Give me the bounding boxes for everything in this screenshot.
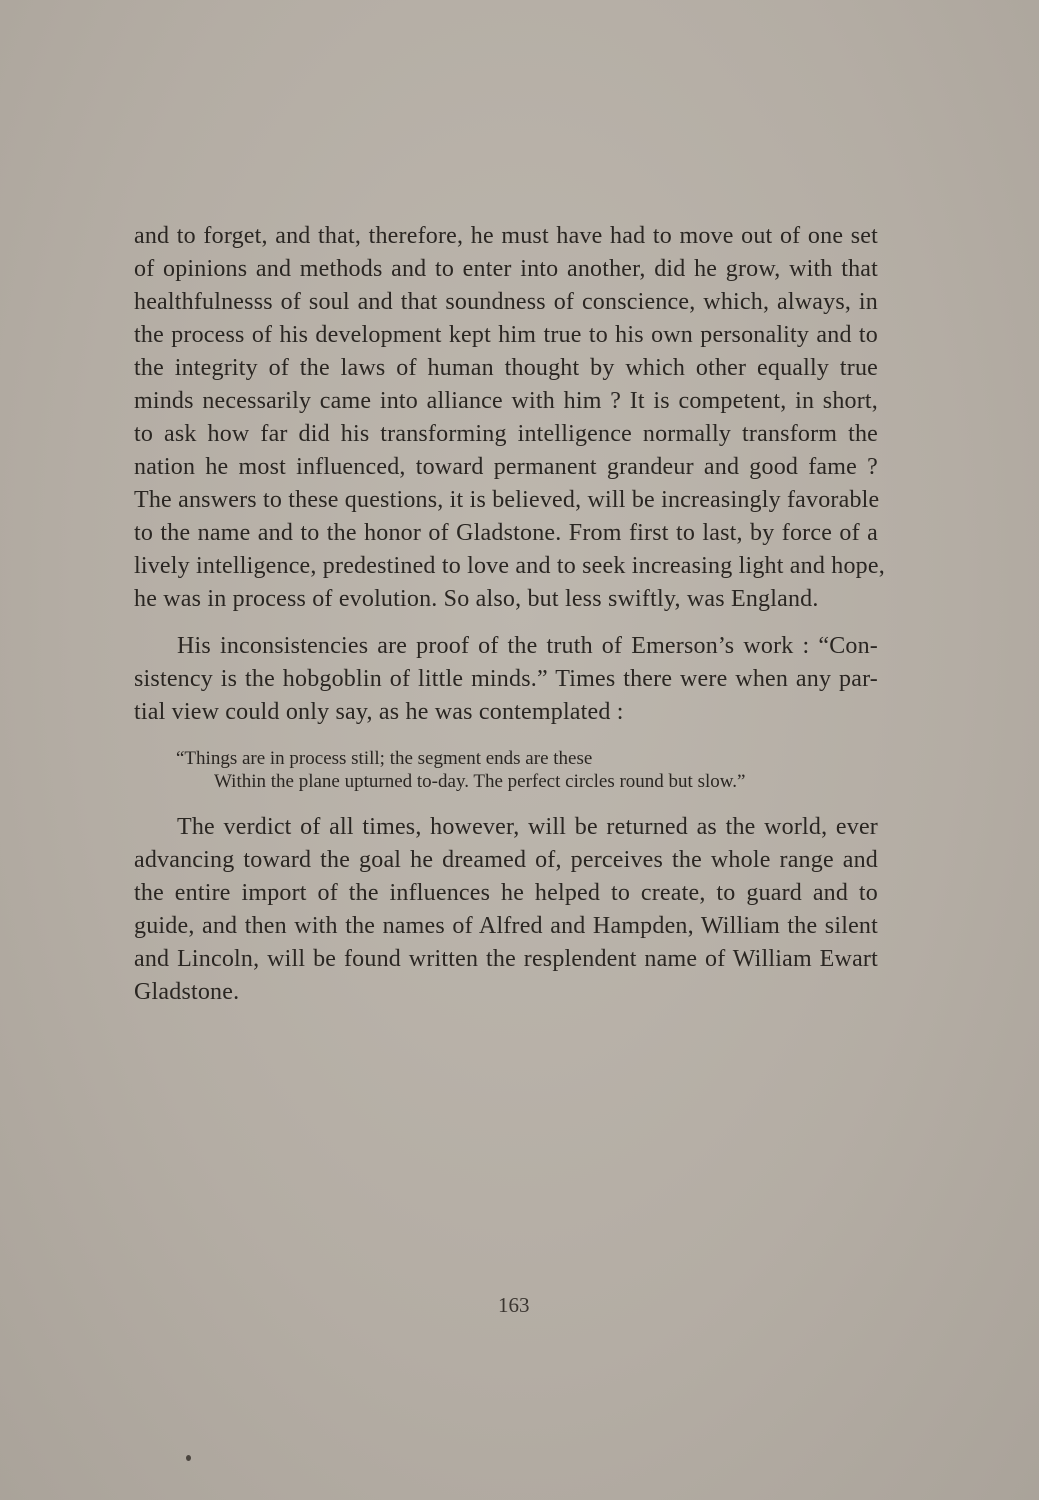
text-line: advancing toward the goal he dreamed of, perceives the whole range and	[134, 847, 878, 873]
text-line: the process of his development kept him true to his own personality and to	[134, 322, 878, 348]
verse-line: Within the plane upturned to-day. The perfect circles round but slow.”	[214, 771, 746, 792]
text-line: His inconsistencies are proof of the truth of Emerson’s work : “Con-	[177, 633, 878, 659]
text-line: Gladstone.	[134, 979, 240, 1005]
page-number: 163	[498, 1293, 530, 1317]
text-line: of opinions and methods and to enter into another, did he grow, with that	[134, 256, 878, 282]
text-line: The answers to these questions, it is believed, will be increasingly favorable	[134, 487, 880, 513]
text-line: guide, and then with the names of Alfred and Hampden, William the silent	[134, 913, 878, 939]
text-line: lively intelligence, predestined to love and to seek increasing light and hope,	[134, 553, 885, 579]
text-line: to the name and to the honor of Gladstone. From first to last, by force of a	[134, 520, 878, 546]
text-line: healthfulnesss of soul and that soundness of conscience, which, always, in	[134, 289, 878, 315]
paper-speck	[186, 1455, 191, 1461]
verse-line: “Things are in process still; the segment ends are these	[176, 748, 593, 769]
text-line: nation he most influenced, toward permanent grandeur and good fame ?	[134, 454, 878, 480]
text-line: he was in process of evolution. So also, but less swiftly, was England.	[134, 586, 819, 612]
text-line: the entire import of the influences he helped to create, to guard and to	[134, 880, 878, 906]
text-line: and Lincoln, will be found written the resplendent name of William Ewart	[134, 946, 878, 972]
text-line: minds necessarily came into alliance with him ? It is competent, in short,	[134, 388, 878, 414]
text-line: sistency is the hobgoblin of little minds.” Times there were when any par-	[134, 666, 878, 692]
text-line: and to forget, and that, therefore, he must have had to move out of one set	[134, 223, 878, 249]
text-line: The verdict of all times, however, will be returned as the world, ever	[177, 814, 878, 840]
text-line: the integrity of the laws of human thought by which other equally true	[134, 355, 878, 381]
text-line: to ask how far did his transforming intelligence normally transform the	[134, 421, 878, 447]
text-line: tial view could only say, as he was contemplated :	[134, 699, 624, 725]
